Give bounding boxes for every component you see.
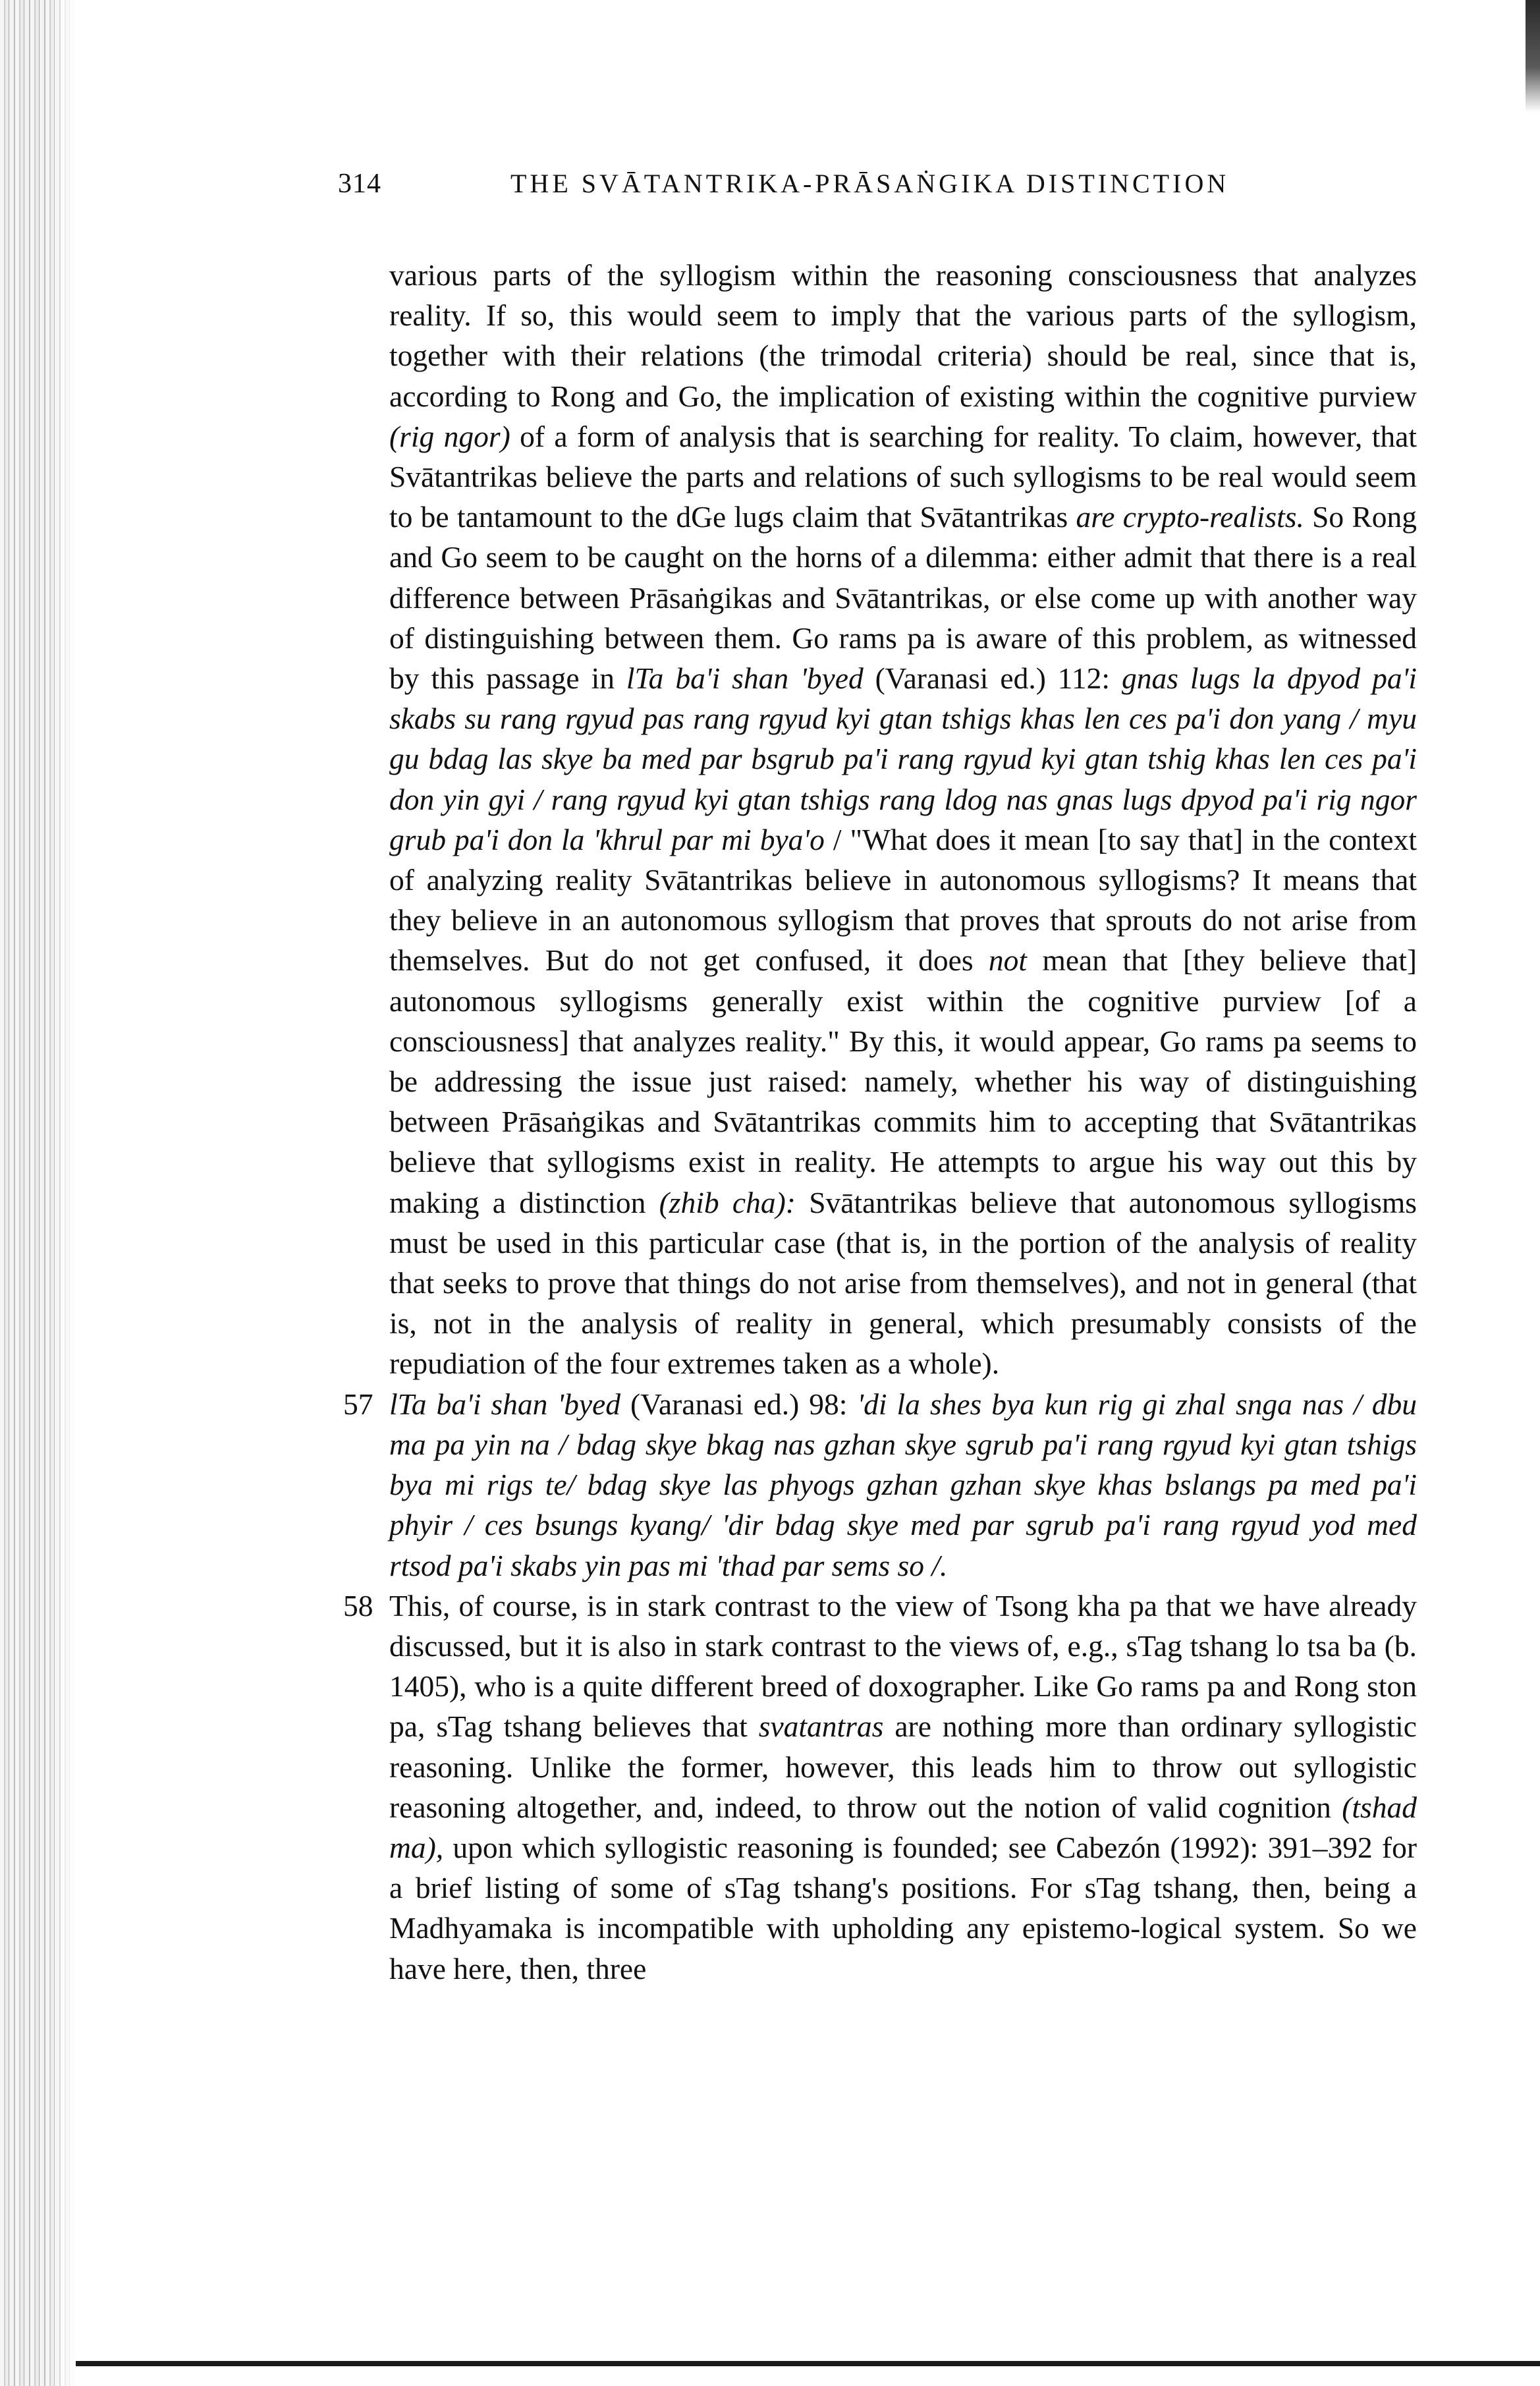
text-run: This, of course, is in stark contrast to the view of Tsong kha pa that we have already discussed, but it is also in stark contrast to the views of, e.g., sTag tshang lo tsa ba (b. 1405), who is a quite different breed of doxographer. Like Go rams pa and Rong ston pa, sTag tshang believes that: [389, 1588, 1417, 1744]
text-run: of a form of analysis that is searching for reality. To claim, however, that Svātantrikas believe the parts and relations of such syllogisms to be real would seem to be tantamount to the dGe lugs claim that Svātantrikas: [389, 419, 1417, 534]
text-run: upon which syllogistic reasoning is founded; see Cabezón (1992): 391–392 for a brief listing of some of sTag tshang's positions. For sTag tshang, then, being a Madhyamaka is incompatible with upholding any epistemo-logical system. So we have here, then, three: [389, 1830, 1417, 1985]
body-paragraph: [389, 255, 1417, 1384]
italic-term: svatantras: [758, 1709, 884, 1744]
text-run: So Rong and Go seem to be caught on the horns of a dilemma: either admit that there is a real difference between Prāsaṅgikas and Svātantrikas, or else come up with another way of distinguishing between them. Go rams pa is aware of this problem, as witnessed by this passage in: [389, 500, 1417, 696]
italic-term: (rig ngor): [389, 419, 510, 453]
scan-corner-shadow: [1526, 0, 1540, 112]
scan-bottom-edge: [76, 2361, 1540, 2366]
italic-term: (zhib cha):: [659, 1185, 796, 1219]
text-run: (Varanasi ed.) 98:: [620, 1387, 858, 1421]
emphasis: not: [988, 943, 1028, 978]
running-title: THE SVĀTANTRIKA-PRĀSAṄGIKA DISTINCTION: [510, 169, 1230, 198]
footnote-58: [343, 1586, 1417, 1989]
note-number: 57: [343, 1387, 373, 1421]
italic-phrase: are crypto-realists.: [1076, 500, 1304, 534]
note-number: 58: [343, 1588, 373, 1623]
text-run: / "What does it mean [to say that] in the context of analyzing reality Svātantrikas believe in autonomous syllogisms? It means that they believe in an autonomous syllogism that proves that sprouts do not arise from themselves. But do not get confused, it does: [389, 822, 1417, 978]
scan-binding-shadow: [0, 0, 76, 2386]
running-header: [338, 168, 1458, 208]
work-title: lTa ba'i shan 'byed: [389, 1387, 620, 1421]
tibetan-quotation: gnas lugs la dpyod pa'i skabs su rang rgyud pas rang rgyud kyi gtan tshigs khas len ces pa'i don yang / myu gu bdag las skye ba med par bsgrub pa'i rang rgyud kyi gtan tshig khas len ces pa'i don yin gyi / rang rgyud kyi gtan tshigs rang ldog nas gnas lugs dpyod pa'i rig ngor grub pa'i don la 'khrul par mi bya'o: [389, 661, 1417, 856]
text-run: various parts of the syllogism within the reasoning consciousness that analyzes reality. If so, this would seem to imply that the various parts of the syllogism, together with their relations (the trimodal criteria) should be real, since that is, according to Rong and Go, the implication of existing within the cognitive purview: [389, 258, 1417, 413]
text-run: are nothing more than ordinary syllogistic reasoning. Unlike the former, however, this leads him to throw out syllogistic reasoning altogether, and, indeed, to throw out the notion of valid cognition: [389, 1709, 1417, 1824]
page-number: 314: [338, 169, 381, 199]
tibetan-quotation: 'di la shes bya kun rig gi zhal snga nas / dbu ma pa yin na / bdag skye bkag nas gzhan skye sgrub pa'i rang rgyud kyi gtan tshigs bya mi rigs te/ bdag skye las phyogs gzhan gzhan skye khas bslangs pa med pa'i phyir / ces bsungs kyang/ 'dir bdag skye med par sgrub pa'i rang rgyud yod med rtsod pa'i skabs yin pas mi 'thad par sems so /.: [389, 1387, 1417, 1582]
text-run: mean that [they believe that] autonomous syllogisms generally exist within the cognitive purview [of a consciousness] that analyzes reality." By this, it would appear, Go rams pa seems to be addressing the issue just raised: namely, whether his way of distinguishing between Prāsaṅgikas and Svātantrikas commits him to accepting that Svātantrikas believe that syllogisms exist in reality. He attempts to argue his way out this by making a distinction: [389, 943, 1417, 1219]
text-column: [343, 255, 1417, 1989]
work-title: lTa ba'i shan 'byed: [626, 661, 864, 696]
text-run: (Varanasi ed.) 112:: [863, 661, 1122, 696]
text-run: Svātantrikas believe that autonomous syllogisms must be used in this particular case (that is, in the portion of the analysis of reality that seeks to prove that things do not arise from themselves), and not in general (that is, not in the analysis of reality in general, which presumably consists of the repudiation of the four extremes taken as a whole).: [389, 1185, 1417, 1381]
italic-term: (tshad ma),: [389, 1790, 1417, 1864]
footnote-57: [343, 1384, 1417, 1586]
